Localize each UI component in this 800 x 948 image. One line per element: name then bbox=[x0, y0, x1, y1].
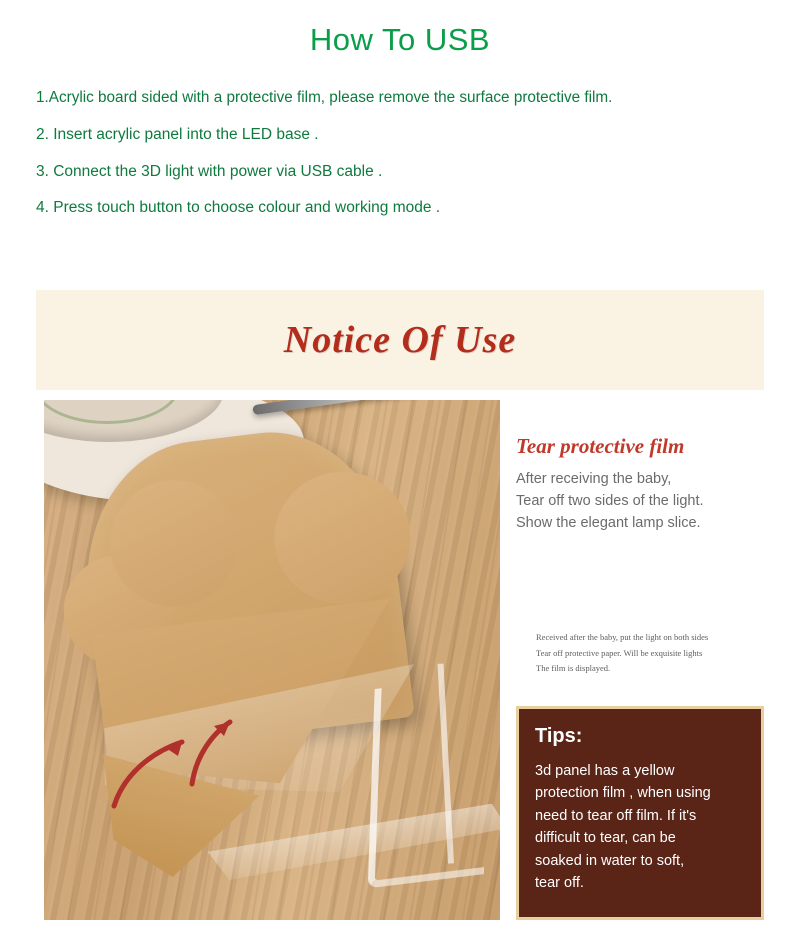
notice-of-use-banner bbox=[36, 290, 764, 390]
tips-line: tear off. bbox=[535, 875, 584, 892]
step-item: 2. Insert acrylic panel into the LED base . bbox=[36, 125, 319, 143]
tear-small-note bbox=[536, 630, 776, 677]
tear-line: Show the elegant lamp slice. bbox=[516, 514, 701, 531]
step-item: 1.Acrylic board sided with a protective film, please remove the surface protective film. bbox=[36, 89, 613, 106]
tips-line: soaked in water to soft, bbox=[535, 852, 685, 869]
tips-body bbox=[535, 760, 745, 895]
notice-of-use-title: Notice Of Use bbox=[283, 319, 517, 361]
step-item: 3. Connect the 3D light with power via USB cable . bbox=[36, 162, 383, 180]
tear-protective-film-section bbox=[516, 434, 770, 674]
product-photo bbox=[44, 400, 500, 920]
tear-line: After receiving the baby, bbox=[516, 471, 672, 487]
tips-box bbox=[516, 706, 764, 920]
tips-line: protection film , when using bbox=[535, 785, 711, 802]
tips-title: Tips: bbox=[535, 725, 583, 747]
tips-line: need to tear off film. If it's bbox=[535, 807, 697, 824]
small-note-line: The film is displayed. bbox=[536, 663, 611, 674]
small-note-line: Received after the baby, put the light on both sides bbox=[536, 632, 709, 642]
tips-line: difficult to tear, can be bbox=[535, 830, 676, 847]
how-to-steps-list bbox=[0, 88, 800, 219]
page-title: How To USB bbox=[309, 22, 491, 57]
tips-line: 3d panel has a yellow bbox=[535, 763, 675, 779]
step-item: 4. Press touch button to choose colour and working mode . bbox=[36, 199, 441, 217]
tear-line: Tear off two sides of the light. bbox=[516, 492, 704, 509]
small-note-line: Tear off protective paper. Will be exquisite lights bbox=[536, 647, 703, 658]
tear-direction-arrows-icon bbox=[104, 656, 284, 836]
tear-protective-film-title: Tear protective film bbox=[516, 434, 685, 458]
